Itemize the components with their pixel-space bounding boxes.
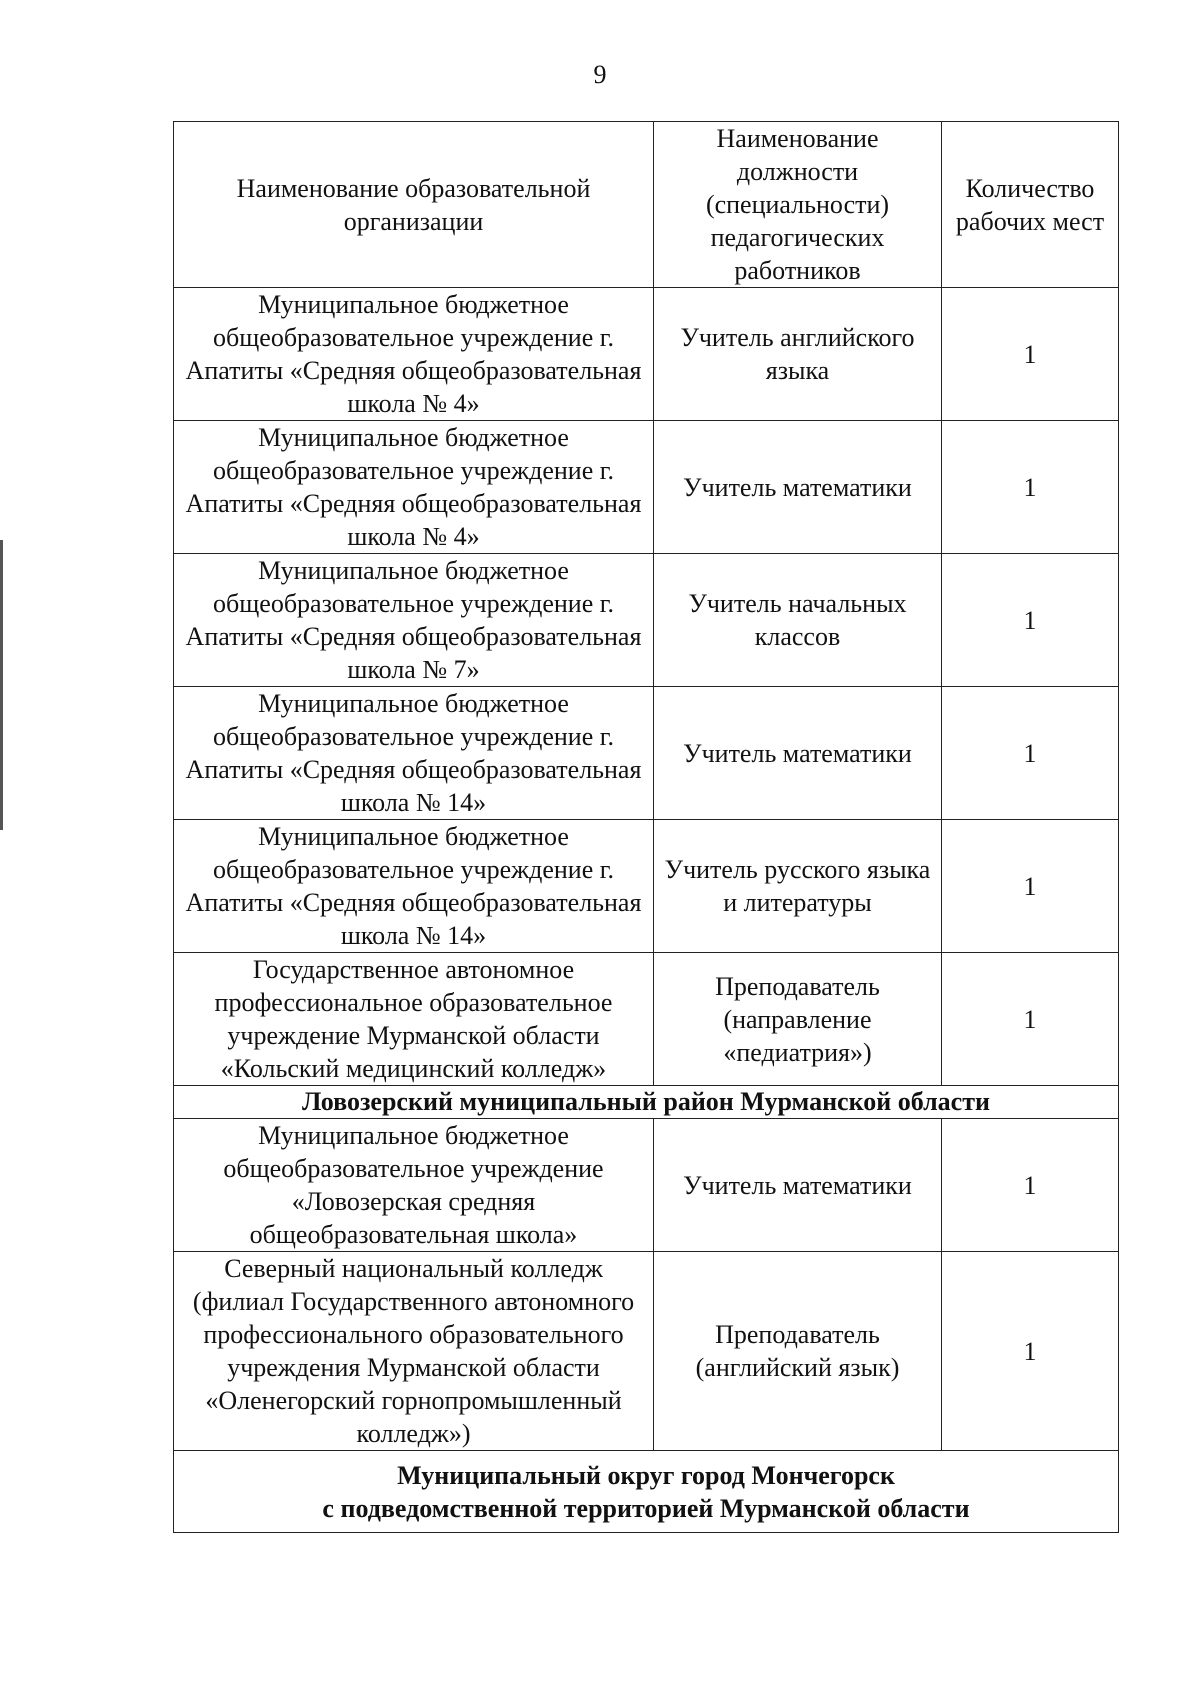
header-position: Наименование должности (специальности) педагогических работников xyxy=(654,122,942,288)
cell-organization: Муниципальное бюджетное общеобразовательное учреждение г. Апатиты «Средняя общеобразовательная школа № 14» xyxy=(174,687,654,820)
cell-position: Преподаватель (направление «педиатрия») xyxy=(654,953,942,1086)
cell-count: 1 xyxy=(942,687,1119,820)
cell-count: 1 xyxy=(942,1119,1119,1252)
table-row xyxy=(174,953,1119,1086)
cell-count: 1 xyxy=(942,554,1119,687)
cell-position: Учитель математики xyxy=(654,1119,942,1252)
cell-organization: Муниципальное бюджетное общеобразовательное учреждение г. Апатиты «Средняя общеобразовательная школа № 4» xyxy=(174,288,654,421)
cell-organization: Северный национальный колледж (филиал Государственного автономного профессионального образовательного учреждения Мурманской области «Оленегорский горнопромышленный колледж») xyxy=(174,1252,654,1451)
section-row-monchegorsk xyxy=(174,1451,1119,1533)
header-count: Количество рабочих мест xyxy=(942,122,1119,288)
cell-organization: Муниципальное бюджетное общеобразовательное учреждение г. Апатиты «Средняя общеобразовательная школа № 4» xyxy=(174,421,654,554)
cell-count: 1 xyxy=(942,953,1119,1086)
table-header-row xyxy=(174,122,1119,288)
table-row xyxy=(174,687,1119,820)
table-row xyxy=(174,1119,1119,1252)
header-organization: Наименование образовательной организации xyxy=(174,122,654,288)
table-row xyxy=(174,1252,1119,1451)
section-title-monchegorsk xyxy=(174,1451,1119,1533)
cell-position: Учитель начальных классов xyxy=(654,554,942,687)
cell-position: Преподаватель (английский язык) xyxy=(654,1252,942,1451)
cell-position: Учитель русского языка и литературы xyxy=(654,820,942,953)
cell-position: Учитель математики xyxy=(654,421,942,554)
scan-edge-mark xyxy=(0,540,3,830)
table-row xyxy=(174,820,1119,953)
cell-count: 1 xyxy=(942,421,1119,554)
cell-organization: Государственное автономное профессиональное образовательное учреждение Мурманской области «Кольский медицинский колледж» xyxy=(174,953,654,1086)
cell-organization: Муниципальное бюджетное общеобразовательное учреждение «Ловозерская средняя общеобразовательная школа» xyxy=(174,1119,654,1252)
section-title-line1: Муниципальный округ город Мончегорск xyxy=(397,1460,895,1490)
cell-position: Учитель английского языка xyxy=(654,288,942,421)
table-row xyxy=(174,421,1119,554)
cell-position: Учитель математики xyxy=(654,687,942,820)
cell-count: 1 xyxy=(942,820,1119,953)
section-row-lovozero xyxy=(174,1086,1119,1119)
cell-organization: Муниципальное бюджетное общеобразовательное учреждение г. Апатиты «Средняя общеобразовательная школа № 14» xyxy=(174,820,654,953)
table-row xyxy=(174,288,1119,421)
page-number: 9 xyxy=(593,60,607,89)
positions-table xyxy=(173,121,1119,1533)
section-title-line2: с подведомственной территорией Мурманской области xyxy=(322,1493,970,1523)
cell-count: 1 xyxy=(942,288,1119,421)
section-title-lovozero: Ловозерский муниципальный район Мурманской области xyxy=(174,1086,1119,1119)
table-row xyxy=(174,554,1119,687)
cell-count: 1 xyxy=(942,1252,1119,1451)
cell-organization: Муниципальное бюджетное общеобразовательное учреждение г. Апатиты «Средняя общеобразовательная школа № 7» xyxy=(174,554,654,687)
